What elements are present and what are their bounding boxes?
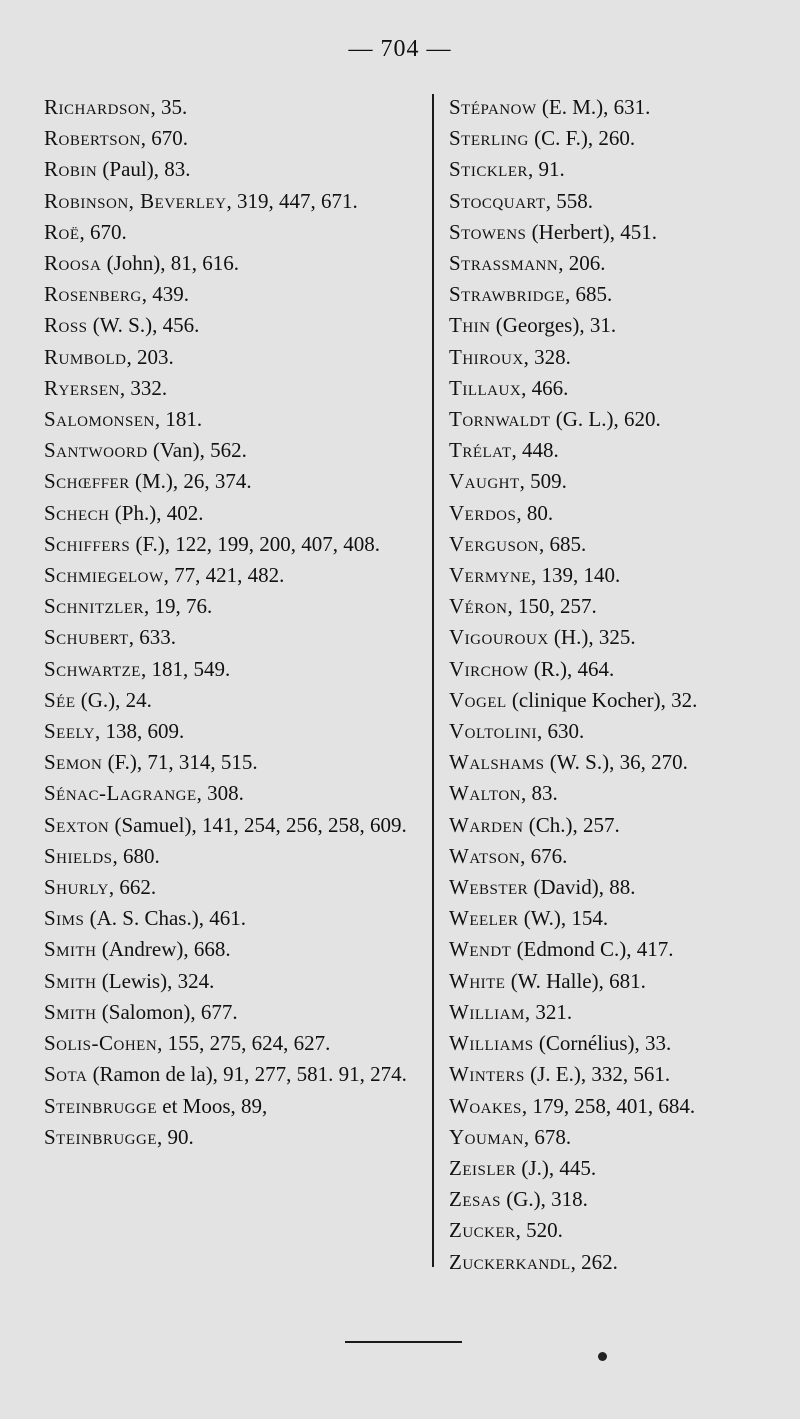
index-entry bbox=[449, 498, 794, 529]
entry-name: Salomonsen bbox=[44, 407, 155, 432]
index-entry bbox=[44, 747, 426, 778]
index-entry bbox=[44, 591, 426, 622]
entry-name: Warden bbox=[449, 812, 524, 837]
entry-name: Trélat bbox=[449, 438, 512, 463]
entry-references: (M.), 26, 374. bbox=[129, 469, 252, 494]
index-entry bbox=[44, 997, 426, 1028]
index-entry bbox=[449, 685, 794, 716]
index-entry bbox=[44, 934, 426, 965]
index-entry bbox=[44, 1059, 426, 1090]
entry-name: Schœffer bbox=[44, 469, 130, 494]
entry-name: Thin bbox=[449, 313, 491, 338]
entry-references: (H.), 325. bbox=[548, 625, 636, 650]
entry-name: Tornwaldt bbox=[449, 407, 551, 432]
entry-name: Roë bbox=[44, 219, 80, 244]
entry-references: (Paul), 83. bbox=[97, 157, 191, 182]
bottom-rule bbox=[345, 1341, 462, 1343]
entry-name: Smith bbox=[44, 968, 97, 993]
entry-name: Seely bbox=[44, 719, 95, 744]
index-entry bbox=[44, 560, 426, 591]
index-entry bbox=[44, 622, 426, 653]
index-column-left bbox=[44, 92, 426, 1153]
entry-name: Smith bbox=[44, 937, 97, 962]
index-entry bbox=[449, 279, 794, 310]
entry-references: , 206. bbox=[558, 251, 606, 276]
index-entry bbox=[449, 778, 794, 809]
entry-references: , 685. bbox=[539, 531, 587, 556]
entry-name: Walton bbox=[449, 781, 521, 806]
entry-references: , 685. bbox=[564, 282, 613, 307]
index-column-right bbox=[449, 92, 794, 1278]
index-entry bbox=[449, 404, 794, 435]
entry-references: et Moos, 89, bbox=[157, 1093, 268, 1118]
entry-name: Schmiegelow bbox=[44, 563, 164, 588]
entry-references: (J.), 445. bbox=[516, 1155, 597, 1180]
index-entry bbox=[44, 248, 426, 279]
index-entry bbox=[44, 435, 426, 466]
entry-references: , 80. bbox=[516, 500, 554, 525]
entry-references: , 203. bbox=[126, 344, 174, 369]
entry-references: , 83. bbox=[521, 781, 558, 806]
column-divider bbox=[432, 94, 434, 1267]
entry-references: (Salomon), 677. bbox=[96, 999, 238, 1024]
entry-name: Strassmann bbox=[449, 251, 559, 276]
entry-name: Zeisler bbox=[449, 1155, 517, 1180]
entry-name: Wendt bbox=[449, 937, 512, 962]
entry-references: (C. F.), 260. bbox=[528, 126, 636, 151]
entry-references: , 321. bbox=[524, 999, 573, 1024]
entry-references: , 670. bbox=[79, 219, 127, 244]
entry-references: , 680. bbox=[112, 843, 160, 868]
index-entry bbox=[449, 591, 794, 622]
entry-references: , 308. bbox=[196, 781, 244, 806]
entry-references: (Cornélius), 33. bbox=[533, 1031, 672, 1056]
entry-name: Vigouroux bbox=[449, 625, 549, 650]
entry-name: Semon bbox=[44, 750, 103, 775]
entry-references: , 155, 275, 624, 627. bbox=[157, 1031, 331, 1056]
entry-references: , 181. bbox=[154, 407, 203, 432]
entry-references: (G.), 318. bbox=[501, 1187, 588, 1212]
entry-name: Robinson, Beverley bbox=[44, 188, 227, 213]
entry-references: , 509. bbox=[519, 469, 567, 494]
entry-name: Rumbold bbox=[44, 344, 127, 369]
entry-name: Webster bbox=[449, 875, 529, 900]
index-entry bbox=[449, 1153, 794, 1184]
entry-name: Stocquart bbox=[449, 188, 546, 213]
index-entry bbox=[44, 1091, 426, 1122]
index-entry bbox=[44, 654, 426, 685]
entry-references: (Samuel), 141, 254, 256, 258, 609. bbox=[109, 812, 407, 837]
index-entry bbox=[449, 934, 794, 965]
entry-name: Smith bbox=[44, 999, 97, 1024]
entry-name: Vermyne bbox=[449, 563, 531, 588]
entry-references: , 439. bbox=[141, 282, 189, 307]
index-entry bbox=[449, 186, 794, 217]
index-entry bbox=[44, 498, 426, 529]
entry-name: Winters bbox=[449, 1062, 525, 1087]
index-entry bbox=[449, 747, 794, 778]
index-entry bbox=[449, 560, 794, 591]
entry-name: Zuckerkandl bbox=[449, 1249, 571, 1274]
index-entry bbox=[44, 186, 426, 217]
entry-references: (J. E.), 332, 561. bbox=[524, 1062, 671, 1087]
entry-references: (W. S.), 36, 270. bbox=[544, 750, 688, 775]
index-entry bbox=[449, 997, 794, 1028]
entry-references: , 179, 258, 401, 684. bbox=[521, 1093, 696, 1118]
index-entry bbox=[449, 966, 794, 997]
entry-references: , 633. bbox=[128, 625, 177, 650]
entry-references: (R.), 464. bbox=[528, 656, 615, 681]
entry-references: (W.), 154. bbox=[518, 906, 609, 931]
entry-references: , 520. bbox=[515, 1218, 563, 1243]
index-entry bbox=[44, 841, 426, 872]
index-entry bbox=[44, 1028, 426, 1059]
entry-name: Weeler bbox=[449, 906, 519, 931]
entry-references: (Ramon de la), 91, 277, 581. 91, 274. bbox=[87, 1062, 407, 1087]
entry-references: (John), 81, 616. bbox=[101, 251, 240, 276]
index-entry bbox=[44, 154, 426, 185]
entry-name: Schiffers bbox=[44, 531, 131, 556]
index-entry bbox=[449, 1184, 794, 1215]
entry-name: Sexton bbox=[44, 812, 110, 837]
index-entry bbox=[449, 810, 794, 841]
ink-dot bbox=[598, 1352, 607, 1361]
entry-name: Roosa bbox=[44, 251, 102, 276]
entry-name: Robin bbox=[44, 157, 98, 182]
entry-references: , 670. bbox=[140, 126, 189, 151]
entry-references: (David), 88. bbox=[528, 875, 636, 900]
entry-name: Youman bbox=[449, 1124, 524, 1149]
entry-name: Virchow bbox=[449, 656, 529, 681]
entry-references: , 262. bbox=[570, 1249, 618, 1274]
index-entry bbox=[44, 685, 426, 716]
index-entry bbox=[449, 342, 794, 373]
entry-name: Schubert bbox=[44, 625, 129, 650]
index-entry bbox=[44, 310, 426, 341]
index-entry bbox=[449, 123, 794, 154]
entry-references: (Ch.), 257. bbox=[523, 812, 620, 837]
entry-name: Williams bbox=[449, 1031, 534, 1056]
index-entry bbox=[44, 123, 426, 154]
entry-references: , 662. bbox=[108, 875, 157, 900]
index-entry bbox=[44, 872, 426, 903]
index-entry bbox=[449, 154, 794, 185]
entry-references: , 328. bbox=[523, 344, 571, 369]
entry-name: Steinbrugge bbox=[44, 1093, 158, 1118]
index-entry bbox=[44, 373, 426, 404]
index-entry bbox=[44, 778, 426, 809]
entry-references: , 139, 140. bbox=[531, 563, 621, 588]
entry-name: Zucker bbox=[449, 1218, 516, 1243]
index-entry bbox=[449, 217, 794, 248]
index-entry bbox=[449, 1122, 794, 1153]
entry-references: , 558. bbox=[545, 188, 593, 213]
entry-name: Schwartze bbox=[44, 656, 141, 681]
index-entry bbox=[44, 92, 426, 123]
entry-name: Santwoord bbox=[44, 438, 148, 463]
entry-references: , 77, 421, 482. bbox=[163, 563, 285, 588]
entry-name: Rosenberg bbox=[44, 282, 142, 307]
entry-references: (F.), 122, 199, 200, 407, 408. bbox=[130, 531, 380, 556]
entry-name: Woakes bbox=[449, 1093, 522, 1118]
entry-name: Stowens bbox=[449, 219, 527, 244]
entry-name: Richardson bbox=[44, 95, 151, 119]
index-entry bbox=[449, 1247, 794, 1278]
entry-references: , 91. bbox=[528, 157, 565, 182]
entry-name: Stickler bbox=[449, 157, 529, 182]
entry-references: (W. S.), 456. bbox=[87, 313, 200, 338]
entry-references: (F.), 71, 314, 515. bbox=[102, 750, 258, 775]
index-entry bbox=[44, 903, 426, 934]
entry-references: (W. Halle), 681. bbox=[505, 968, 646, 993]
index-entry bbox=[449, 622, 794, 653]
entry-name: Schnitzler bbox=[44, 594, 144, 619]
entry-references: (A. S. Chas.), 461. bbox=[84, 906, 246, 931]
entry-name: Voltolini bbox=[449, 719, 537, 744]
index-entry bbox=[44, 966, 426, 997]
entry-name: Robertson bbox=[44, 126, 141, 151]
index-entry bbox=[449, 1091, 794, 1122]
entry-name: Verdos bbox=[449, 500, 517, 525]
index-entry bbox=[449, 310, 794, 341]
entry-references: , 181, 549. bbox=[140, 656, 231, 681]
entry-name: Solis-Cohen bbox=[44, 1031, 158, 1056]
index-entry bbox=[44, 810, 426, 841]
index-entry bbox=[449, 841, 794, 872]
entry-references: , 90. bbox=[157, 1124, 194, 1149]
index-entry bbox=[449, 872, 794, 903]
index-entry bbox=[449, 903, 794, 934]
entry-references: , 19, 76. bbox=[144, 594, 213, 619]
entry-references: (Andrew), 668. bbox=[96, 937, 231, 962]
entry-name: Vaught bbox=[449, 469, 520, 494]
entry-references: (Herbert), 451. bbox=[526, 219, 658, 244]
entry-name: Steinbrugge bbox=[44, 1124, 158, 1149]
index-entry bbox=[44, 342, 426, 373]
entry-name: Watson bbox=[449, 843, 521, 868]
entry-references: (Van), 562. bbox=[147, 438, 247, 463]
entry-references: , 319, 447, 671. bbox=[226, 188, 358, 213]
index-entry bbox=[449, 654, 794, 685]
entry-references: (Lewis), 324. bbox=[96, 968, 215, 993]
index-entry bbox=[44, 466, 426, 497]
index-entry bbox=[44, 1122, 426, 1153]
entry-references: (Ph.), 402. bbox=[109, 500, 204, 525]
index-entry bbox=[449, 435, 794, 466]
index-entry bbox=[449, 716, 794, 747]
entry-name: Schech bbox=[44, 500, 110, 525]
entry-name: Ross bbox=[44, 313, 88, 338]
entry-references: (clinique Kocher), 32. bbox=[506, 687, 698, 712]
entry-references: , 35. bbox=[150, 95, 188, 119]
entry-name: Sterling bbox=[449, 126, 529, 151]
entry-references: , 676. bbox=[520, 843, 568, 868]
entry-references: (Edmond C.), 417. bbox=[511, 937, 674, 962]
entry-name: Stépanow bbox=[449, 95, 537, 119]
entry-references: , 678. bbox=[523, 1124, 572, 1149]
index-entry bbox=[44, 716, 426, 747]
index-entry bbox=[449, 1028, 794, 1059]
entry-references: , 150, 257. bbox=[507, 594, 597, 619]
index-entry bbox=[449, 466, 794, 497]
entry-name: Sims bbox=[44, 906, 85, 931]
index-entry bbox=[449, 1215, 794, 1246]
entry-name: Sénac-Lagrange bbox=[44, 781, 197, 806]
entry-name: Thiroux bbox=[449, 344, 524, 369]
entry-name: Ryersen bbox=[44, 375, 120, 400]
entry-references: (G. L.), 620. bbox=[550, 407, 661, 432]
page-number: — 704 — bbox=[348, 36, 452, 62]
index-entry bbox=[449, 92, 794, 123]
index-entry bbox=[449, 1059, 794, 1090]
entry-references: (E. M.), 631. bbox=[536, 95, 651, 119]
entry-name: Walshams bbox=[449, 750, 545, 775]
entry-name: Zesas bbox=[449, 1187, 502, 1212]
index-entry bbox=[449, 529, 794, 560]
index-entry bbox=[44, 217, 426, 248]
entry-name: Sota bbox=[44, 1062, 88, 1087]
index-entry bbox=[449, 248, 794, 279]
entry-name: Shurly bbox=[44, 875, 109, 900]
entry-references: (Georges), 31. bbox=[490, 313, 617, 338]
index-entry bbox=[44, 404, 426, 435]
entry-references: , 630. bbox=[537, 719, 585, 744]
index-entry bbox=[44, 529, 426, 560]
entry-name: Sée bbox=[44, 687, 76, 712]
index-entry bbox=[44, 279, 426, 310]
entry-name: White bbox=[449, 968, 506, 993]
entry-references: , 448. bbox=[511, 438, 559, 463]
entry-name: Strawbridge bbox=[449, 282, 565, 307]
entry-references: (G.), 24. bbox=[75, 687, 152, 712]
entry-references: , 138, 609. bbox=[95, 719, 185, 744]
entry-name: Véron bbox=[449, 594, 508, 619]
entry-references: , 332. bbox=[119, 375, 168, 400]
entry-name: Tillaux bbox=[449, 375, 522, 400]
index-entry bbox=[449, 373, 794, 404]
entry-name: William bbox=[449, 999, 525, 1024]
entry-references: , 466. bbox=[521, 375, 569, 400]
entry-name: Shields bbox=[44, 843, 113, 868]
entry-name: Verguson bbox=[449, 531, 540, 556]
entry-name: Vogel bbox=[449, 687, 507, 712]
